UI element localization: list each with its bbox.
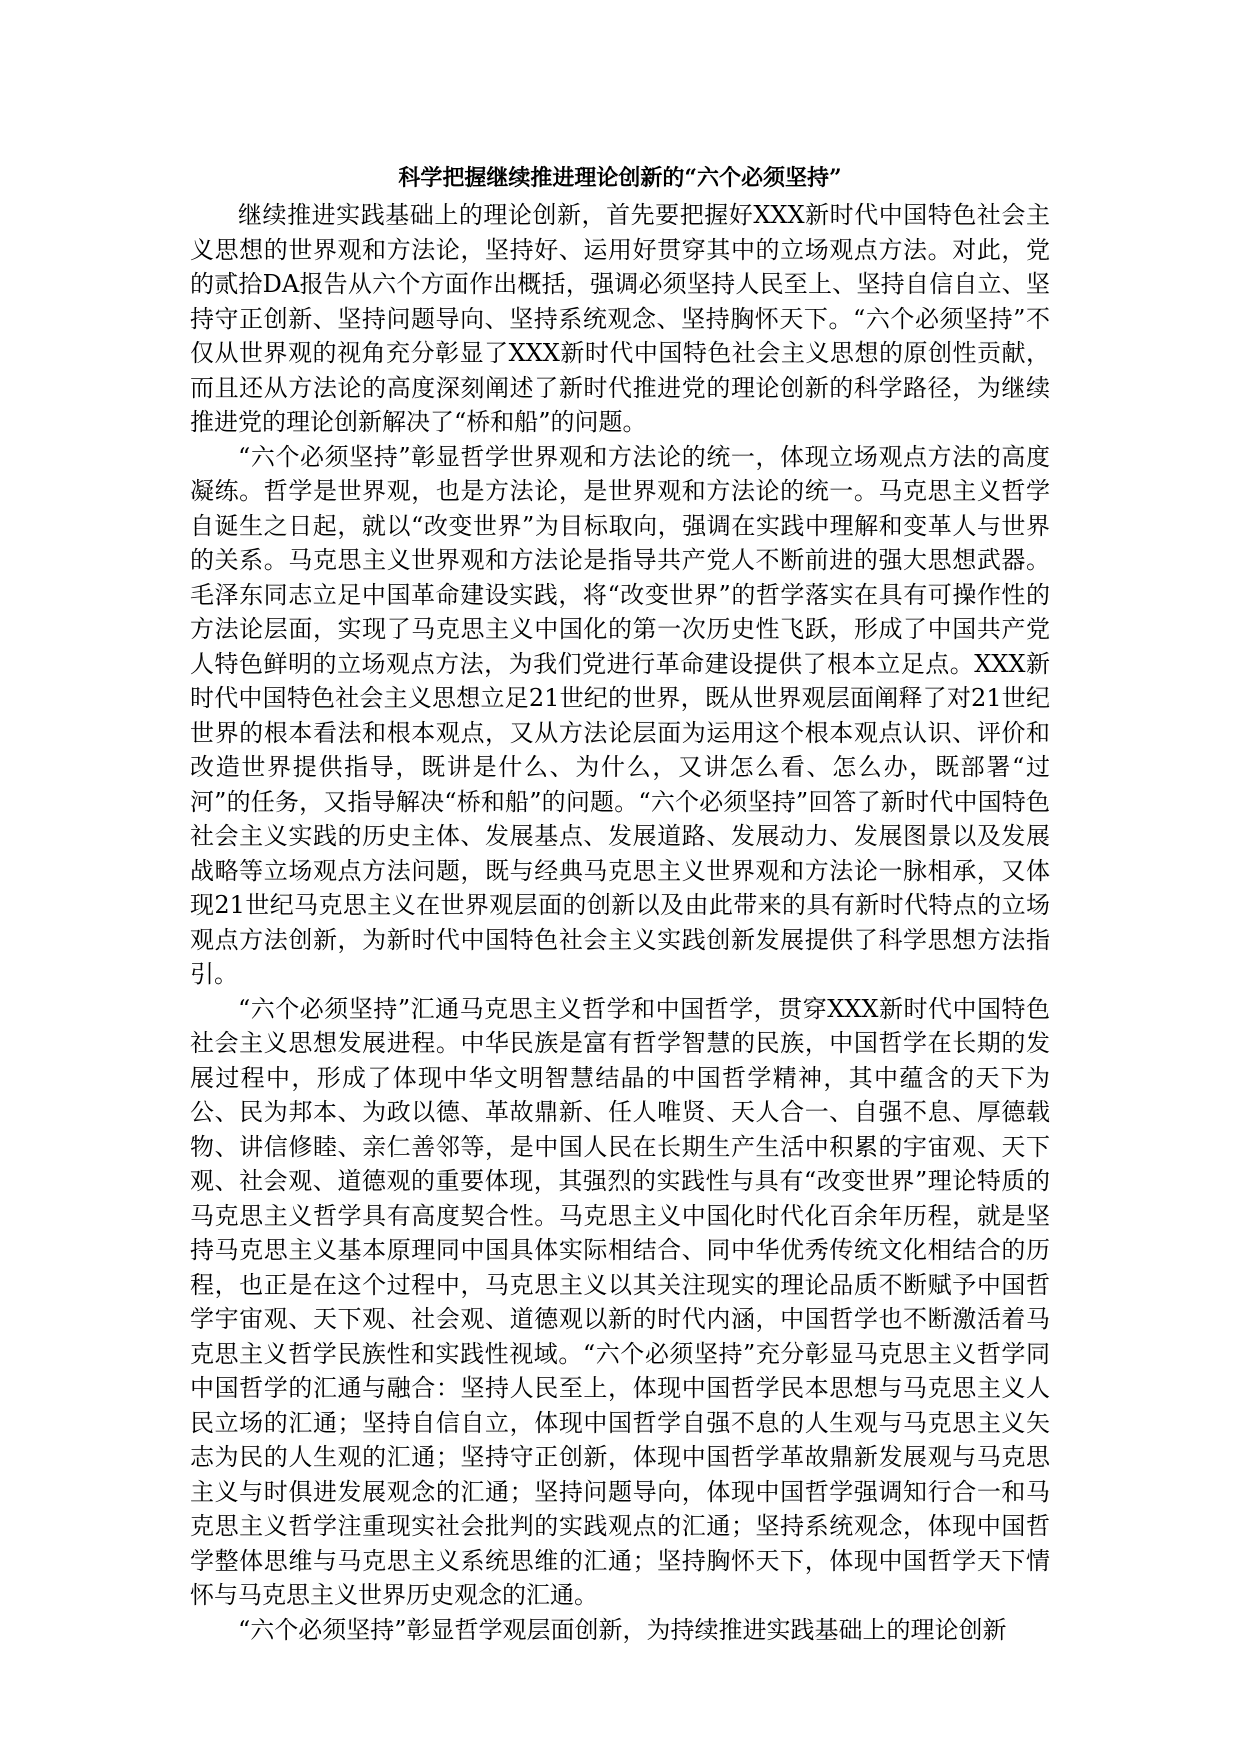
document-title: 科学把握继续推进理论创新的“六个必须坚持” — [398, 165, 842, 191]
paragraph-1: 继续推进实践基础上的理论创新，首先要把握好XXX新时代中国特色社会主义思想的世界观和方法论，坚持好、运用好贯穿其中的立场观点方法。对此，党的贰拾DA报告从六个方面作出概括，强调必须坚持人民至上、坚持自信自立、坚持守正创新、坚持问题导向、坚持系统观念、坚持胸怀天下。“六个必须坚持”不仅从世界观的视角充分彰显了XXX新时代中国特色社会主义思想的原创性贡献，而且还从方法论的高度深刻阐述了新时代推进党的理论创新的科学路径，为继续推进党的理论创新解决了“桥和船”的问题。 — [190, 201, 1050, 436]
paragraph-3: “六个必须坚持”汇通马克思主义哲学和中国哲学，贯穿XXX新时代中国特色社会主义思想发展进程。中华民族是富有哲学智慧的民族，中国哲学在长期的发展过程中，形成了体现中华文明智慧结晶的中国哲学精神，其中蕴含的天下为公、民为邦本、为政以德、革故鼎新、任人唯贤、天人合一、自强不息、厚德载物、讲信修睦、亲仁善邻等，是中国人民在长期生产生活中积累的宇宙观、天下观、社会观、道德观的重要体现，其强烈的实践性与具有“改变世界”理论特质的马克思主义哲学具有高度契合性。马克思主义中国化时代化百余年历程，就是坚持马克思主义基本原理同中国具体实际相结合、同中华优秀传统文化相结合的历程，也正是在这个过程中，马克思主义以其关注现实的理论品质不断赋予中国哲学宇宙观、天下观、社会观、道德观以新的时代内涵，中国哲学也不断激活着马克思主义哲学民族性和实践性视域。“六个必须坚持”充分彰显马克思主义哲学同中国哲学的汇通与融合：坚持人民至上，体现中国哲学民本思想与马克思主义人民立场的汇通；坚持自信自立，体现中国哲学自强不息的人生观与马克思主义矢志为民的人生观的汇通；坚持守正创新，体现中国哲学革故鼎新发展观与马克思主义与时俱进发展观念的汇通；坚持问题导向，体现中国哲学强调知行合一和马克思主义哲学注重现实社会批判的实践观点的汇通；坚持系统观念，体现中国哲学整体思维与马克思主义系统思维的汇通；坚持胸怀天下，体现中国哲学天下情怀与马克思主义世界历史观念的汇通。 — [190, 994, 1050, 1609]
document-body — [190, 160, 1050, 1647]
paragraph-4: “六个必须坚持”彰显哲学观层面创新，为持续推进实践基础上的理论创新 — [238, 1615, 1007, 1644]
paragraph-2: “六个必须坚持”彰显哲学世界观和方法论的统一，体现立场观点方法的高度凝练。哲学是世界观，也是方法论，是世界观和方法论的统一。马克思主义哲学自诞生之日起，就以“改变世界”为目标取向，强调在实践中理解和变革人与世界的关系。马克思主义世界观和方法论是指导共产党人不断前进的强大思想武器。毛泽东同志立足中国革命建设实践，将“改变世界”的哲学落实在具有可操作性的方法论层面，实现了马克思主义中国化的第一次历史性飞跃，形成了中国共产党人特色鲜明的立场观点方法，为我们党进行革命建设提供了根本立足点。XXX新时代中国特色社会主义思想立足21世纪的世界，既从世界观层面阐释了对21世纪世界的根本看法和根本观点，又从方法论层面为运用这个根本观点认识、评价和改造世界提供指导，既讲是什么、为什么，又讲怎么看、怎么办，既部署“过河”的任务，又指导解决“桥和船”的问题。“六个必须坚持”回答了新时代中国特色社会主义实践的历史主体、发展基点、发展道路、发展动力、发展图景以及发展战略等立场观点方法问题，既与经典马克思主义世界观和方法论一脉相承，又体现21世纪马克思主义在世界观层面的创新以及由此带来的具有新时代特点的立场观点方法创新，为新时代中国特色社会主义实践创新发展提供了科学思想方法指引。 — [190, 442, 1050, 988]
